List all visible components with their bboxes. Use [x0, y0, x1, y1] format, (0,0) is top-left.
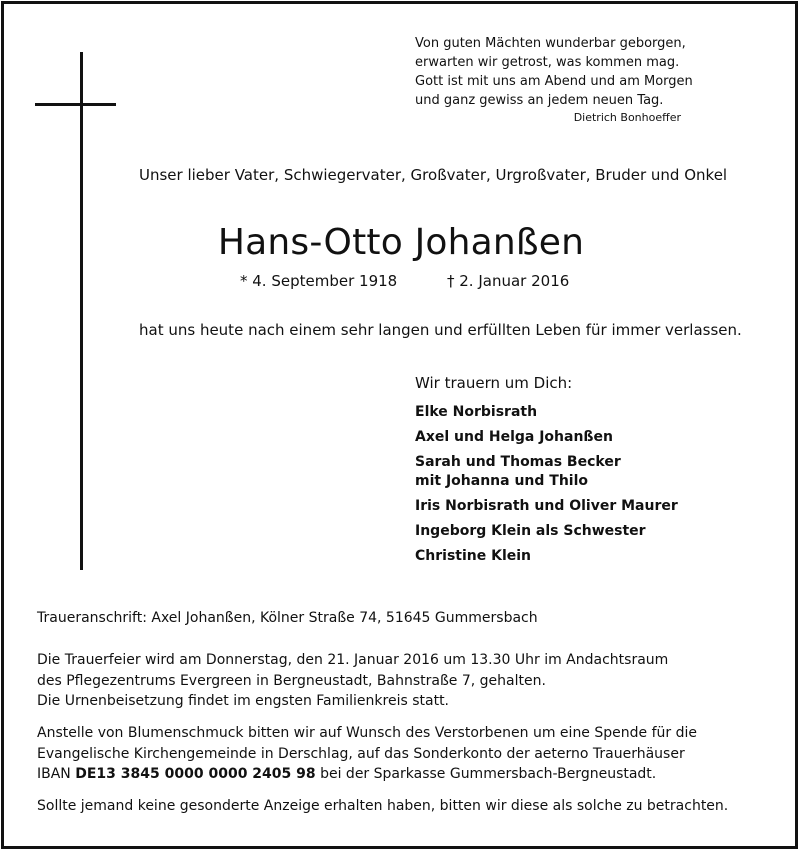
donation-paragraph: [37, 723, 697, 785]
obituary-frame: [1, 1, 798, 849]
mourner-name: mit Johanna und Thilo: [415, 473, 589, 489]
farewell-text: hat uns heute nach einem sehr langen und erfüllten Leben für immer verlassen.: [139, 321, 742, 339]
birth-date: * 4. September 1918: [240, 272, 398, 290]
mourner-name: Ingeborg Klein als Schwester: [415, 523, 646, 539]
cross-horizontal-bar: [35, 103, 116, 106]
death-date: † 2. Januar 2016: [447, 272, 570, 290]
mourner-name: Sarah und Thomas Becker: [415, 454, 621, 470]
mourner-name: Christine Klein: [415, 548, 532, 564]
poem-line: erwarten wir getrost, was kommen mag.: [415, 55, 680, 70]
cross-vertical-bar: [80, 52, 83, 570]
donation-iban-line: [37, 764, 697, 785]
poem-quote: [415, 34, 693, 125]
mourner-name: Axel und Helga Johanßen: [415, 429, 613, 445]
mourners-title: Wir trauern um Dich:: [415, 374, 573, 392]
bank-name: bei der Sparkasse Gummersbach-Bergneustadt.: [320, 766, 657, 782]
poem-line: und ganz gewiss an jedem neuen Tag.: [415, 93, 664, 108]
ceremony-paragraph: [37, 650, 668, 712]
donation-line: Evangelische Kirchengemeinde in Derschlag, auf das Sonderkonto der aeterno Trauerhäuser: [37, 745, 685, 762]
intro-text: Unser lieber Vater, Schwiegervater, Großvater, Urgroßvater, Bruder und Onkel: [139, 166, 728, 184]
deceased-name: Hans-Otto Johanßen: [217, 222, 585, 263]
closing-text: Sollte jemand keine gesonderte Anzeige erhalten haben, bitten wir diese als solche zu betrachten.: [37, 798, 729, 814]
ceremony-line: des Pflegezentrums Evergreen in Bergneustadt, Bahnstraße 7, gehalten.: [37, 672, 546, 689]
mourner-name: Iris Norbisrath und Oliver Maurer: [415, 498, 678, 514]
poem-line: Gott ist mit uns am Abend und am Morgen: [415, 74, 693, 89]
iban-label: IBAN: [37, 766, 71, 782]
poem-author: Dietrich Bonhoeffer: [573, 111, 681, 124]
mourning-address: Traueranschrift: Axel Johanßen, Kölner Straße 74, 51645 Gummersbach: [37, 610, 538, 626]
donation-line: Anstelle von Blumenschmuck bitten wir auf Wunsch des Verstorbenen um eine Spende für die: [37, 725, 697, 741]
poem-line: Von guten Mächten wunderbar geborgen,: [415, 36, 686, 51]
iban-number: DE13 3845 0000 0000 2405 98: [75, 766, 316, 782]
ceremony-line: Die Trauerfeier wird am Donnerstag, den 21. Januar 2016 um 13.30 Uhr im Andachtsraum: [37, 652, 669, 668]
ceremony-line: Die Urnenbeisetzung findet im engsten Familienkreis statt.: [37, 693, 450, 709]
mourners-list: [415, 403, 678, 572]
mourner-name: Elke Norbisrath: [415, 404, 538, 420]
